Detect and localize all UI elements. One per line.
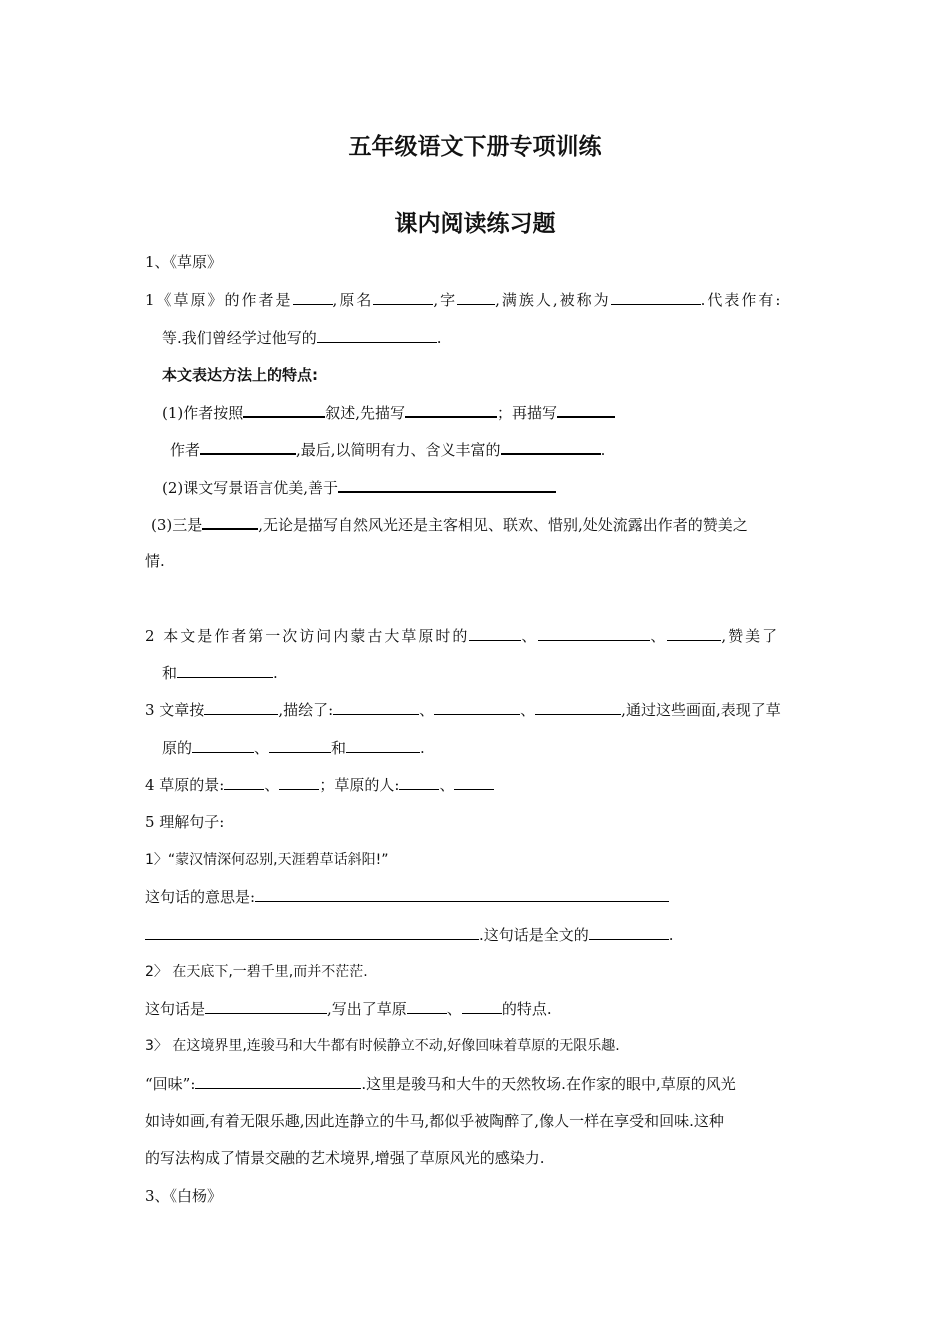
q2b-text-1: 和 (162, 664, 178, 682)
q1-text-4: ,满族人,被称为 (495, 291, 611, 309)
q3-text-4: 、 (520, 701, 536, 719)
m1-text-2: 叙述,先描写 (325, 404, 406, 422)
q3-text-5: ,通过这些画面,表现了草 (621, 701, 781, 719)
q2b-text-2: . (273, 664, 278, 682)
m1b-text-1: 作者 (170, 441, 201, 459)
blank[interactable] (333, 699, 419, 715)
s5-2a-text-1: 这句话是 (145, 1000, 206, 1018)
q3b-text-4: . (420, 739, 425, 757)
question-4 (145, 774, 494, 796)
page-subtitle: 课内阅读练习题 (394, 211, 556, 237)
s5-1a-text-1: 这句话的意思是: (145, 888, 256, 906)
q4-text-3: ；草原的人: (319, 776, 400, 794)
sentence-1: 1〉“蒙汉情深何忍别,天涯碧草话斜阳!” (145, 852, 389, 868)
blank[interactable] (224, 774, 264, 790)
sentence-3-answer-line-2: 如诗如画,有着无限乐趣,因此连静立的牛马,都似乎被陶醉了,像人一样在享受和回味.这种 (145, 1112, 724, 1130)
sentence-1-answer-line-1 (145, 886, 669, 908)
question-2-line-2 (162, 662, 278, 684)
blank[interactable] (373, 289, 433, 305)
blank[interactable] (557, 401, 615, 418)
method-3-line-1 (151, 513, 748, 536)
blank[interactable] (195, 1073, 361, 1089)
blank[interactable] (434, 699, 520, 715)
blank[interactable] (535, 699, 621, 715)
question-2-line-1 (145, 625, 779, 647)
s5-2a-text-2: ,写出了草原 (327, 1000, 407, 1018)
blank[interactable] (200, 438, 296, 455)
q4-text-4: 、 (439, 776, 455, 794)
method-title: 本文表达方法上的特点: (162, 366, 318, 384)
blank[interactable] (293, 289, 333, 305)
q3b-text-1: 原的 (162, 739, 193, 757)
m3-text-1: (3)三是 (151, 516, 203, 534)
method-2 (162, 476, 556, 499)
sentence-3: 3〉 在这境界里,连骏马和大牛都有时候静立不动,好像回味着草原的无限乐趣. (145, 1038, 620, 1054)
question-1-line-2 (162, 327, 442, 349)
blank[interactable] (192, 737, 254, 753)
s5-1b-text-2: . (668, 926, 674, 944)
blank[interactable] (462, 998, 502, 1014)
blank[interactable] (243, 401, 325, 418)
method-1-line-2 (170, 438, 605, 461)
q1-text-5: .代表作有: (700, 291, 783, 309)
s5-3a-text-2: .这里是骏马和大牛的天然牧场.在作家的眼中,草原的风光 (361, 1075, 736, 1093)
q1-text-1: 1《草原》的作者是 (145, 291, 293, 309)
page-title: 五年级语文下册专项训练 (348, 134, 602, 160)
question-5: 5 理解句子: (145, 813, 225, 831)
blank[interactable] (346, 737, 420, 753)
blank[interactable] (501, 438, 601, 455)
q3b-text-2: 、 (254, 739, 270, 757)
blank[interactable] (405, 401, 497, 418)
s5-1b-text-1: .这句话是全文的 (479, 926, 589, 944)
s5-3a-text-1: “回味”: (145, 1075, 196, 1093)
blank[interactable] (589, 924, 669, 940)
question-3-line-1 (145, 699, 781, 721)
blank[interactable] (407, 998, 447, 1014)
blank[interactable] (255, 886, 669, 902)
question-3-line-2 (162, 737, 425, 759)
blank[interactable] (538, 625, 650, 641)
sentence-2: 2〉 在天底下,一碧千里,而并不茫茫. (145, 964, 368, 980)
q2-text-3: 、 (650, 627, 668, 645)
blank[interactable] (205, 998, 327, 1014)
m1-text-1: (1)作者按照 (162, 404, 244, 422)
blank[interactable] (667, 625, 721, 641)
blank[interactable] (317, 327, 437, 343)
q2-text-1: 2 本文是作者第一次访问内蒙古大草原时的 (145, 627, 470, 645)
q4-text-2: 、 (264, 776, 280, 794)
s5-2a-text-4: 的特点. (501, 1000, 552, 1018)
q1b-text-1: 等.我们曾经学过他写的 (162, 329, 317, 347)
sentence-3-answer-line-1 (145, 1073, 736, 1095)
blank[interactable] (145, 924, 479, 940)
blank[interactable] (279, 774, 319, 790)
section-heading-baiyang: 3、《白杨》 (145, 1187, 223, 1205)
method-1-line-1 (162, 401, 615, 424)
blank[interactable] (202, 513, 258, 530)
section-heading-caoyuan: 1、《草原》 (145, 253, 223, 271)
m3-text-2: ,无论是描写自然风光还是主客相见、联欢、惜别,处处流露出作者的赞美之 (258, 516, 748, 534)
q3-text-1: 3 文章按 (145, 701, 205, 719)
blank[interactable] (204, 699, 278, 715)
q1b-text-2: . (436, 329, 442, 347)
s5-2a-text-3: 、 (446, 1000, 462, 1018)
sentence-2-answer (145, 998, 552, 1020)
blank[interactable] (338, 476, 556, 493)
blank[interactable] (454, 774, 494, 790)
q4-text-1: 4 草原的景: (145, 776, 225, 794)
q1-text-2: ,原名 (332, 291, 374, 309)
blank[interactable] (269, 737, 331, 753)
blank[interactable] (457, 289, 495, 305)
q3b-text-3: 和 (331, 739, 347, 757)
method-3-line-2: 情. (145, 552, 165, 570)
m1b-text-2: ,最后,以简明有力、含义丰富的 (296, 441, 501, 459)
q2-text-4: ,赞美了 (721, 627, 780, 645)
blank[interactable] (469, 625, 521, 641)
m2-text-1: (2)课文写景语言优美,善于 (162, 479, 339, 497)
m1-text-3: ；再描写 (497, 404, 558, 422)
blank[interactable] (399, 774, 439, 790)
blank[interactable] (177, 662, 273, 678)
m1b-text-3: . (600, 441, 606, 459)
q2-text-2: 、 (521, 627, 539, 645)
question-1-line-1 (145, 289, 782, 311)
q3-text-2: ,描绘了: (278, 701, 334, 719)
sentence-1-answer-line-2 (145, 924, 674, 946)
q3-text-3: 、 (419, 701, 435, 719)
q1-text-3: ,字 (433, 291, 458, 309)
blank[interactable] (611, 289, 701, 305)
sentence-3-answer-line-3: 的写法构成了情景交融的艺术境界,增强了草原风光的感染力. (145, 1149, 545, 1167)
